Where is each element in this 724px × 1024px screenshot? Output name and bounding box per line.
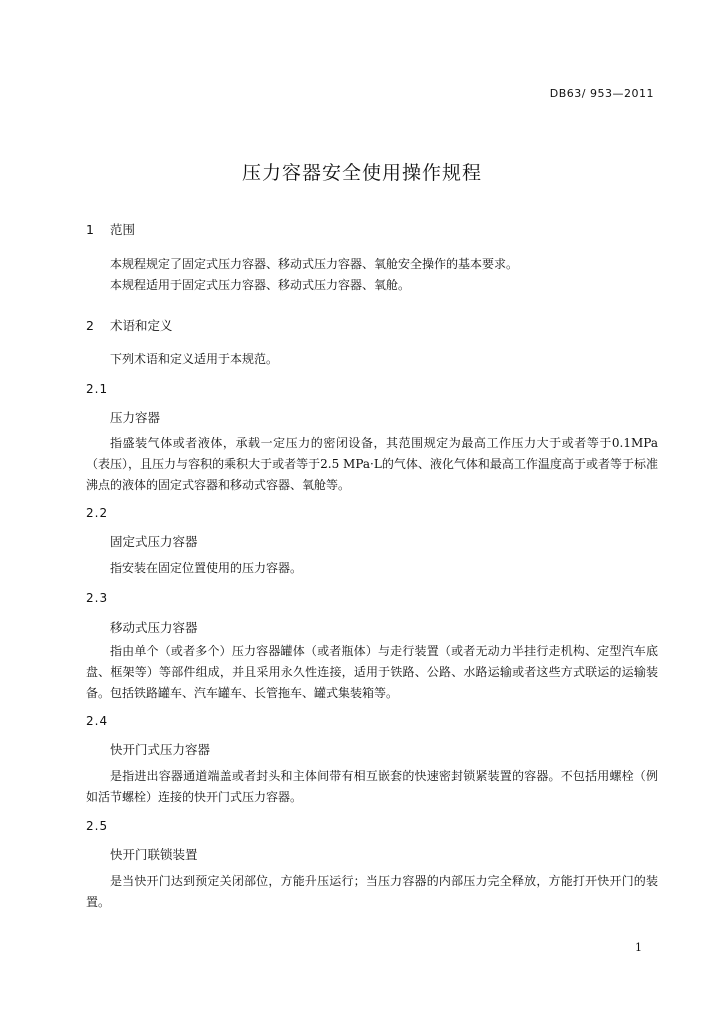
subsection-2-4-number: 2.4 <box>86 714 109 728</box>
term-pressure-vessel: 压力容器 <box>110 410 161 425</box>
section-number: 2 <box>86 318 94 333</box>
term-quick-open-vessel: 快开门式压力容器 <box>110 742 211 757</box>
section-1-heading <box>86 220 135 238</box>
scope-paragraph-2: 本规程适用于固定式压力容器、移动式压力容器、氧舱。 <box>110 278 411 292</box>
definition-quick-open-interlock: 是当快开门达到预定关闭部位，方能升压运行；当压力容器的内部压力完全释放，方能打开快开门的装置。 <box>86 874 658 909</box>
section-title: 术语和定义 <box>110 318 173 333</box>
definition-pressure-vessel: 指盛装气体或者液体，承载一定压力的密闭设备，其范围规定为最高工作压力大于或者等于0.1MPa（表压），且压力与容积的乘积大于或者等于2.5 MPa·L的气体、液化气体和最高工作温度高于或者等于标准沸点的液体的固定式容器和移动式容器、氧舱等。 <box>86 436 658 492</box>
subsection-2-2-number: 2.2 <box>86 506 109 520</box>
definition-fixed-pressure-vessel: 指安装在固定位置使用的压力容器。 <box>110 561 303 575</box>
terms-intro-paragraph: 下列术语和定义适用于本规范。 <box>110 352 279 366</box>
subsection-2-5-number: 2.5 <box>86 819 109 833</box>
section-title: 范围 <box>110 222 136 237</box>
term-mobile-pressure-vessel: 移动式压力容器 <box>110 620 198 635</box>
term-fixed-pressure-vessel: 固定式压力容器 <box>110 534 198 549</box>
section-2-heading <box>86 316 173 334</box>
document-title: 压力容器安全使用操作规程 <box>241 162 482 184</box>
section-number: 1 <box>86 222 94 237</box>
term-quick-open-interlock: 快开门联锁装置 <box>110 847 198 862</box>
subsection-2-3-number: 2.3 <box>86 591 109 605</box>
scope-paragraph-1: 本规程规定了固定式压力容器、移动式压力容器、氧舱安全操作的基本要求。 <box>110 257 519 271</box>
standard-code: DB63/ 953—2011 <box>549 87 654 100</box>
definition-quick-open-vessel: 是指进出容器通道端盖或者封头和主体间带有相互嵌套的快速密封锁紧装置的容器。不包括用螺栓（例如活节螺栓）连接的快开门式压力容器。 <box>86 769 658 804</box>
subsection-2-1-number: 2.1 <box>86 382 109 396</box>
page-number: 1 <box>635 941 642 954</box>
definition-mobile-pressure-vessel: 指由单个（或者多个）压力容器罐体（或者瓶体）与走行装置（或者无动力半挂行走机构、定型汽车底盘、框架等）等部件组成，并且采用永久性连接，适用于铁路、公路、水路运输或者这些方式联运的运输装备。包括铁路罐车、汽车罐车、长管拖车、罐式集装箱等。 <box>86 644 658 700</box>
